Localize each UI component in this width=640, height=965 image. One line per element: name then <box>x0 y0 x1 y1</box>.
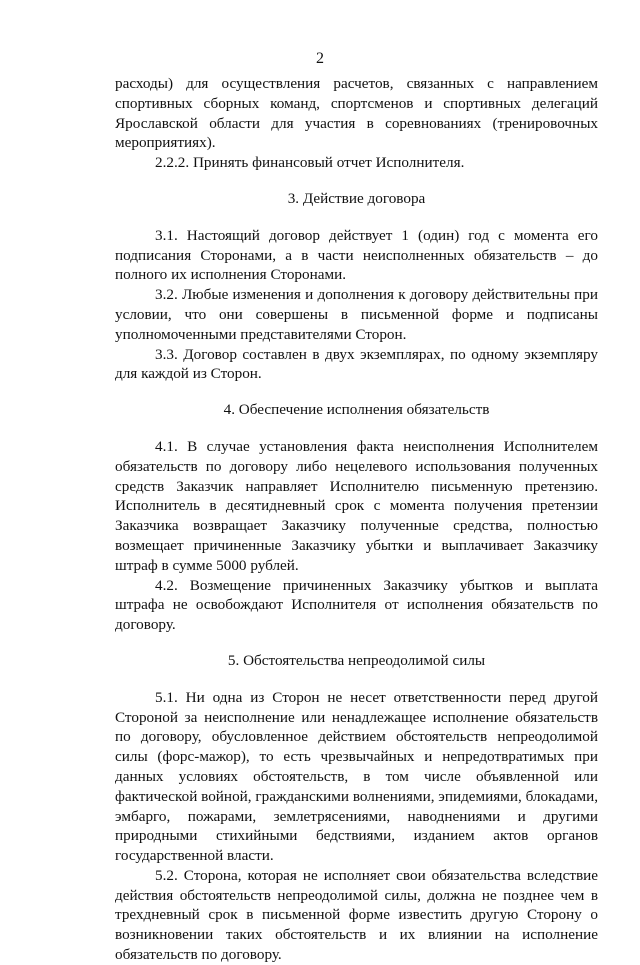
paragraph-2-2-2: 2.2.2. Принять финансовый отчет Исполнителя. <box>155 154 465 172</box>
paragraph-4-2: 4.2. Возмещение причиненных Заказчику убытков и выплата штрафа не освобождают Исполнителя от исполнения обязательств по договору. <box>115 576 598 634</box>
section-4-heading: 4. Обеспечение исполнения обязательств <box>223 401 490 419</box>
paragraph-4-1: 4.1. В случае установления факта неисполнения Исполнителем обязательств по договору либо нецелевого использования полученных средств Заказчик направляет Исполнителю письменную претензию. Исполнитель в десятидневный срок с момента получения претензии Заказчика возвращает Заказчику полученные средства, полностью возмещает причиненные Заказчику убытки и выплачивает Заказчику штраф в сумме 5000 рублей. <box>115 437 598 574</box>
paragraph-5-1: 5.1. Ни одна из Сторон не несет ответственности перед другой Стороной за неисполнение или ненадлежащее исполнение обязательств по договору, обусловленное действием обстоятельств непреодолимой силы (форс-мажор), то есть чрезвычайных и непредотвратимых при данных условиях обстоятельств, в том числе объявленной или фактической войной, гражданскими волнениями, эпидемиями, блокадами, эмбарго, пожарами, землетрясениями, наводнениями и другими природными стихийными бедствиями, изданием актов органов государственной власти. <box>115 688 599 865</box>
section-3-heading: 3. Действие договора <box>287 189 426 207</box>
paragraph-3-1: 3.1. Настоящий договор действует 1 (один) год с момента его подписания Сторонами, а в части неисполненных обязательств – до полного их исполнения Сторонами. <box>115 226 598 284</box>
section-5-heading: 5. Обстоятельства непреодолимой силы <box>227 651 486 669</box>
document-body <box>115 74 598 965</box>
continuation-paragraph: расходы) для осуществления расчетов, связанных с направлением спортивных сборных команд, спортсменов и спортивных делегаций Ярославской области для участия в соревнованиях (тренировочных мероприятиях). <box>115 75 598 152</box>
paragraph-3-3: 3.3. Договор составлен в двух экземплярах, по одному экземпляру для каждой из Сторон. <box>115 345 598 383</box>
paragraph-5-2: 5.2. Сторона, которая не исполняет свои обязательства вследствие действия обстоятельств непреодолимой силы, должна не позднее чем в трехдневный срок в письменной форме известить другую Сторону о возникновении таких обстоятельств и их влиянии на исполнение обязательств по договору. <box>115 866 598 964</box>
paragraph-3-2: 3.2. Любые изменения и дополнения к договору действительны при условии, что они совершены в письменной форме и подписаны уполномоченными представителями Сторон. <box>115 286 598 343</box>
page-number: 2 <box>316 50 324 67</box>
